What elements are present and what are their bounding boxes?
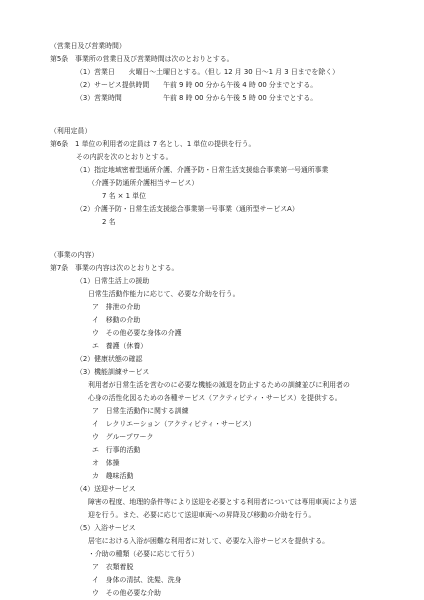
- text-line: （5）入浴サービス: [76, 524, 136, 532]
- text-line: （2）介護予防・日常生活支援総合事業第一号事業（通所型サービスA）: [76, 205, 299, 213]
- text-line: （4）送迎サービス: [76, 485, 136, 493]
- text-line: ア 排泄の介助: [92, 303, 141, 311]
- text-line: イ 移動の介助: [92, 316, 141, 324]
- text-line: （介護予防通所介護相当サービス）: [88, 179, 199, 187]
- text-line: （1）日常生活上の援助: [76, 277, 150, 285]
- text-line: イ 身体の清拭、洗髪、洗身: [92, 576, 182, 584]
- text-line: ・介助の種類（必要に応じて行う）: [88, 550, 199, 558]
- text-line: 障害の程度、地理的条件等により送迎を必要とする利用者については専用車両により送: [88, 498, 357, 506]
- text-line: ア 衣類着脱: [92, 563, 134, 571]
- text-line: 日常生活動作能力に応じて、必要な介助を行う。: [88, 290, 240, 298]
- text-line: （3）営業時間 午前 8 時 00 分から午後 5 時 00 分までとする。: [76, 94, 318, 102]
- text-line: ウ その他必要な介助: [92, 589, 161, 597]
- text-line: その内訳を次のとおりとする。: [76, 153, 173, 161]
- text-line: （2）健康状態の確認: [76, 355, 143, 363]
- text-line: （1）指定地域密着型通所介護、介護予防・日常生活支援総合事業第一号通所事業: [76, 166, 329, 174]
- text-line: （事業の内容）: [50, 251, 99, 259]
- text-line: 心身の活性化図るための各種サービス（アクティビティ・サービス）を提供する。: [88, 394, 342, 402]
- text-line: （営業日及び営業時間）: [50, 42, 126, 50]
- text-line: （3）機能訓練サービス: [76, 368, 150, 376]
- text-line: （利用定員）: [50, 127, 92, 135]
- text-line: 第7条 事業の内容は次のとおりとする。: [50, 264, 179, 272]
- text-line: 利用者が日常生活を営むのに必要な機能の減退を防止するための訓練並びに利用者の: [88, 381, 350, 389]
- text-line: 第5条 事業所の営業日及び営業時間は次のとおりとする。: [50, 55, 234, 63]
- text-line: ア 日常生活動作に関する訓練: [92, 407, 189, 415]
- text-line: 第6条 1 単位の利用者の定員は 7 名とし、1 単位の提供を行う。: [50, 140, 256, 148]
- text-line: 2 名: [102, 218, 116, 226]
- text-line: オ 体操: [92, 459, 120, 467]
- text-line: イ レクリエーション（アクティビティ・サービス）: [92, 420, 256, 428]
- text-line: （1）営業日 火曜日～土曜日とする。（但し 12 月 30 日～1 月 3 日までを除く）: [76, 68, 340, 76]
- text-line: エ 養護（休養）: [92, 342, 148, 350]
- text-line: （2）サービス提供時間 午前 9 時 00 分から午後 4 時 00 分までとする。: [76, 81, 318, 89]
- text-line: エ 行事的活動: [92, 446, 141, 454]
- text-line: カ 趣味活動: [92, 472, 134, 480]
- text-line: ウ その他必要な身体の介護: [92, 329, 182, 337]
- text-line: 迎を行う。また、必要に応じて送迎車両への昇降及び移動の介助を行う。: [88, 511, 316, 519]
- text-line: ウ グループワーク: [92, 433, 154, 441]
- text-line: 7 名 × 1 単位: [102, 192, 146, 200]
- text-line: 居宅における入浴が困難な利用者に対して、必要な入浴サービスを提供する。: [88, 537, 330, 545]
